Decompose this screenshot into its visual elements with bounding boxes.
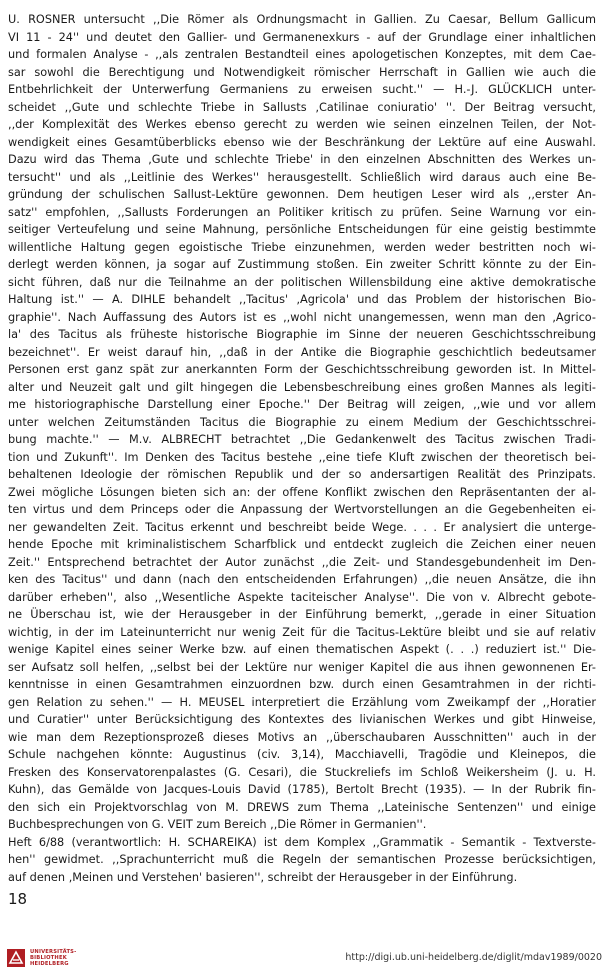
text-line: Zwei mögliche Lösungen bieten sich an: der offene Konflikt zwischen den Repräsentanten der al- xyxy=(8,485,596,499)
text-line: tersucht'' und als ,,Leitlinie des Werkes'' herausgestellt. Schließlich wird daraus auch eine Be- xyxy=(8,170,596,184)
library-name-line: UNIVERSITÄTS- xyxy=(30,949,77,955)
text-line: me historiographische Darstellung einer Epoche.'' Der Beitrag will zeigen, ,,wie und vor allem xyxy=(8,398,596,411)
text-line: sar sowohl die Berechtigung und Notwendigkeit römischer Herrschaft in Gallien wie auch die xyxy=(8,65,596,79)
library-logo-icon xyxy=(6,948,26,968)
footer-bar xyxy=(0,945,610,970)
library-name-line: BIBLIOTHEK xyxy=(30,955,67,962)
text-line: Zeit.'' Entsprechend betrachtet der Autor zunächst ,,die Zeit- und Standesgebundenheit im Den- xyxy=(8,555,596,569)
text-line: behaltenen Ideologie der römischen Republik und der so andersartigen Realität des Prinzipats. xyxy=(8,468,596,481)
text-line: darüber erheben'', also ,,Wesentliche Aspekte taciteischer Analyse''. Die von v. Albrecht gebote- xyxy=(8,590,596,604)
text-line: Dazu wird das Thema ‚Gute und schlechte Triebe' in den einzelnen Abschnitten des Werkes un- xyxy=(8,153,596,166)
text-line: wendigkeit eines Gesamtüberblicks ebenso wie der Beschränkung der Lektüre auf eine Auswahl. xyxy=(8,135,596,149)
text-line: Entbehrlichkeit der Unterwerfung Germaniens zu erweisen sucht.'' — H.-J. GLÜCKLICH unter- xyxy=(8,83,596,96)
text-line: kenntnisse in einen Gesamtrahmen einzuordnen bzw. durch einen Gesamtrahmen in der richti- xyxy=(8,678,596,691)
text-line: sicht führen, daß nur die Teilnahme an der politischen Willensbildung eine aktive demokratische xyxy=(8,275,596,289)
text-line: ten virtus und dem Princeps oder die Anpassung der Wertvorstellungen an die Gegebenheiten ei- xyxy=(8,503,596,516)
text-line: ,,der Komplexität des Werkes ebenso gerecht zu werden wie seinen einzelnen Teilen, der Not- xyxy=(8,118,596,131)
text-line: willentliche Haltung gegen egoistische Triebe einzunehmen, werden weder bestritten noch wi- xyxy=(8,240,596,254)
text-line: derlegt werden können, ja sogar auf Zustimmung stoßen. Ein zweiter Schritt könnte zu der Ein- xyxy=(8,258,596,271)
text-line: bezeichnet''. Er weist darauf hin, ,,daß in der Antike die Biographie geschichtlich bedeutsamer xyxy=(8,345,596,359)
text-line: ser Aufsatz soll helfen, ,,selbst bei der Lektüre nur weniger Kapitel die aus ihnen gewonnenen Er- xyxy=(8,660,596,674)
text-line: scheidet ,,Gute und schlechte Triebe in Sallusts ‚Catilinae coniuratio' ''. Der Beitrag versucht, xyxy=(8,100,596,114)
text-line: Fresken des Konservatorenpalastes (G. Cesari), die Stuckreliefs im Schloß Weikersheim (J. u. H. xyxy=(8,765,596,779)
text-line: und Curatier'' unter Berücksichtigung des Kontextes des livianischen Werkes und gibt Hinweise, xyxy=(8,713,596,726)
text-line: unter welchen Zeitumständen Tacitus die Biographie zu einem Medium der Geschichtsschrei- xyxy=(8,415,596,429)
library-name xyxy=(30,949,76,968)
text-line: wenige Kapitel eines seiner Werke bzw. auf einen thematischen Aspekt (. . .) reduziert ist.'' Die- xyxy=(8,643,596,656)
text-line: VI 11 - 24'' und deutet den Gallier- und Germanenexkurs - auf der Grundlage einer inhaltlichen xyxy=(8,30,596,44)
source-url-link[interactable]: http://digi.ub.uni-heidelberg.de/diglit/mdav1989/0020 xyxy=(345,952,602,963)
text-line: graphie''. Nach Auffassung des Autors ist es ,,wohl nicht unangemessen, wenn man den ‚Agrico- xyxy=(8,310,596,324)
text-line: bung machte.'' — M.v. ALBRECHT betrachtet ,,Die Gedankenwelt des Tacitus zwischen Tradi- xyxy=(8,433,596,446)
text-line: wichtig, in der im Lateinunterricht nur wenig Zeit für die Tacitus-Lektüre bleibt und sie auf relativ xyxy=(8,625,596,639)
text-line: alter und Neuzeit galt und gilt hingegen die Lebensbeschreibung eines großen Mannes als legiti- xyxy=(8,380,596,394)
text-line: Personen erst ganz spät zur anerkannten Form der Geschichtsschreibung geworden ist. In Mittel- xyxy=(8,363,596,376)
text-line: satz'' empfohlen, ,,Sallusts Forderungen an Politiker kritisch zu prüfen. Seine Warnung vor ein- xyxy=(8,205,596,219)
text-line: U. ROSNER untersucht ,,Die Römer als Ordnungsmacht in Gallien. Zu Caesar, Bellum Gallicum xyxy=(8,13,596,26)
text-line: hende Epoche mit kriminalistischem Scharfblick und entdeckt zugleich die Zeichen einer neuen xyxy=(8,538,596,551)
text-line: ner gewandelten Zeit. Tacitus erkennt und beschreibt beide Wege. . . . Er analysiert die unterge- xyxy=(8,520,596,534)
text-line: Heft 6/88 (verantwortlich: H. SCHAREIKA) ist dem Komplex ,,Grammatik - Semantik - Textverste- xyxy=(8,835,596,849)
text-line: und formalen Analyse - ,,als zentralen Bestandteil eines apologetischen Konzeptes, mit dem Cae- xyxy=(8,48,596,61)
text-line: auf denen ‚Meinen und Verstehen' basieren'', schreibt der Herausgeber in der Einführung. xyxy=(8,870,518,884)
text-line: la' des Tacitus als früheste historische Biographie im Sinne der neueren Geschichtsschreibung xyxy=(8,328,596,341)
text-line: Buchbesprechungen von G. VEIT zum Bereich ,,Die Römer in Germanien''. xyxy=(8,818,427,831)
library-name-line: HEIDELBERG xyxy=(30,961,69,968)
body-text xyxy=(8,11,596,886)
text-line: Kuhn), das Gemälde von Jacques-Louis David (1785), Bertolt Brecht (1935). — In der Rubrik fin- xyxy=(8,783,596,796)
text-line: ken des Tacitus'' und dann (nach den entscheidenden Erfahrungen) ,,die neuen Ansätze, die ihn xyxy=(8,573,596,586)
text-line: den sich ein Projektvorschlag von M. DREWS zum Thema ,,Lateinische Sentenzen'' und einige xyxy=(8,800,596,814)
text-line: Haltung ist.'' — A. DIHLE behandelt ,,Tacitus' ‚Agricola' und das Problem der historischen Bio- xyxy=(8,293,596,306)
text-line: wie man dem Rezeptionsprozeß dieses Motivs an ,,überschaubaren Ausschnitten'' auch in der xyxy=(8,730,596,744)
page-number: 18 xyxy=(8,890,28,908)
text-line: gründung der schulischen Sallust-Lektüre gewonnen. Dem heutigen Leser wird als ,,erster An- xyxy=(8,188,596,201)
text-line: Schule nachgehen könnte: Augustinus (civ. 3,14), Macchiavelli, Tragödie und Kleinepos, die xyxy=(8,748,596,761)
text-line: gen Relation zu sehen.'' — H. MEUSEL interpretiert die Erzählung vom Zweikampf der ,,Horatier xyxy=(8,695,596,709)
text-line: seitiger Verteufelung und seine Mahnung, persönliche Entscheidungen für eine geistig bestimmte xyxy=(8,223,596,236)
text-line: ne Überschau ist, wie der Herausgeber in der Einführung bemerkt, ,,gerade in einer Situation xyxy=(8,608,596,621)
text-line: tion und Zukunft''. Im Denken des Tacitus bestehe ,,eine tiefe Kluft zwischen der theoretisch bei- xyxy=(8,450,596,464)
text-line: hen'' gewidmet. ,,Sprachunterricht muß die Regeln der semantischen Prozesse berücksichtigen, xyxy=(8,853,596,866)
library-logo[interactable] xyxy=(6,948,94,968)
